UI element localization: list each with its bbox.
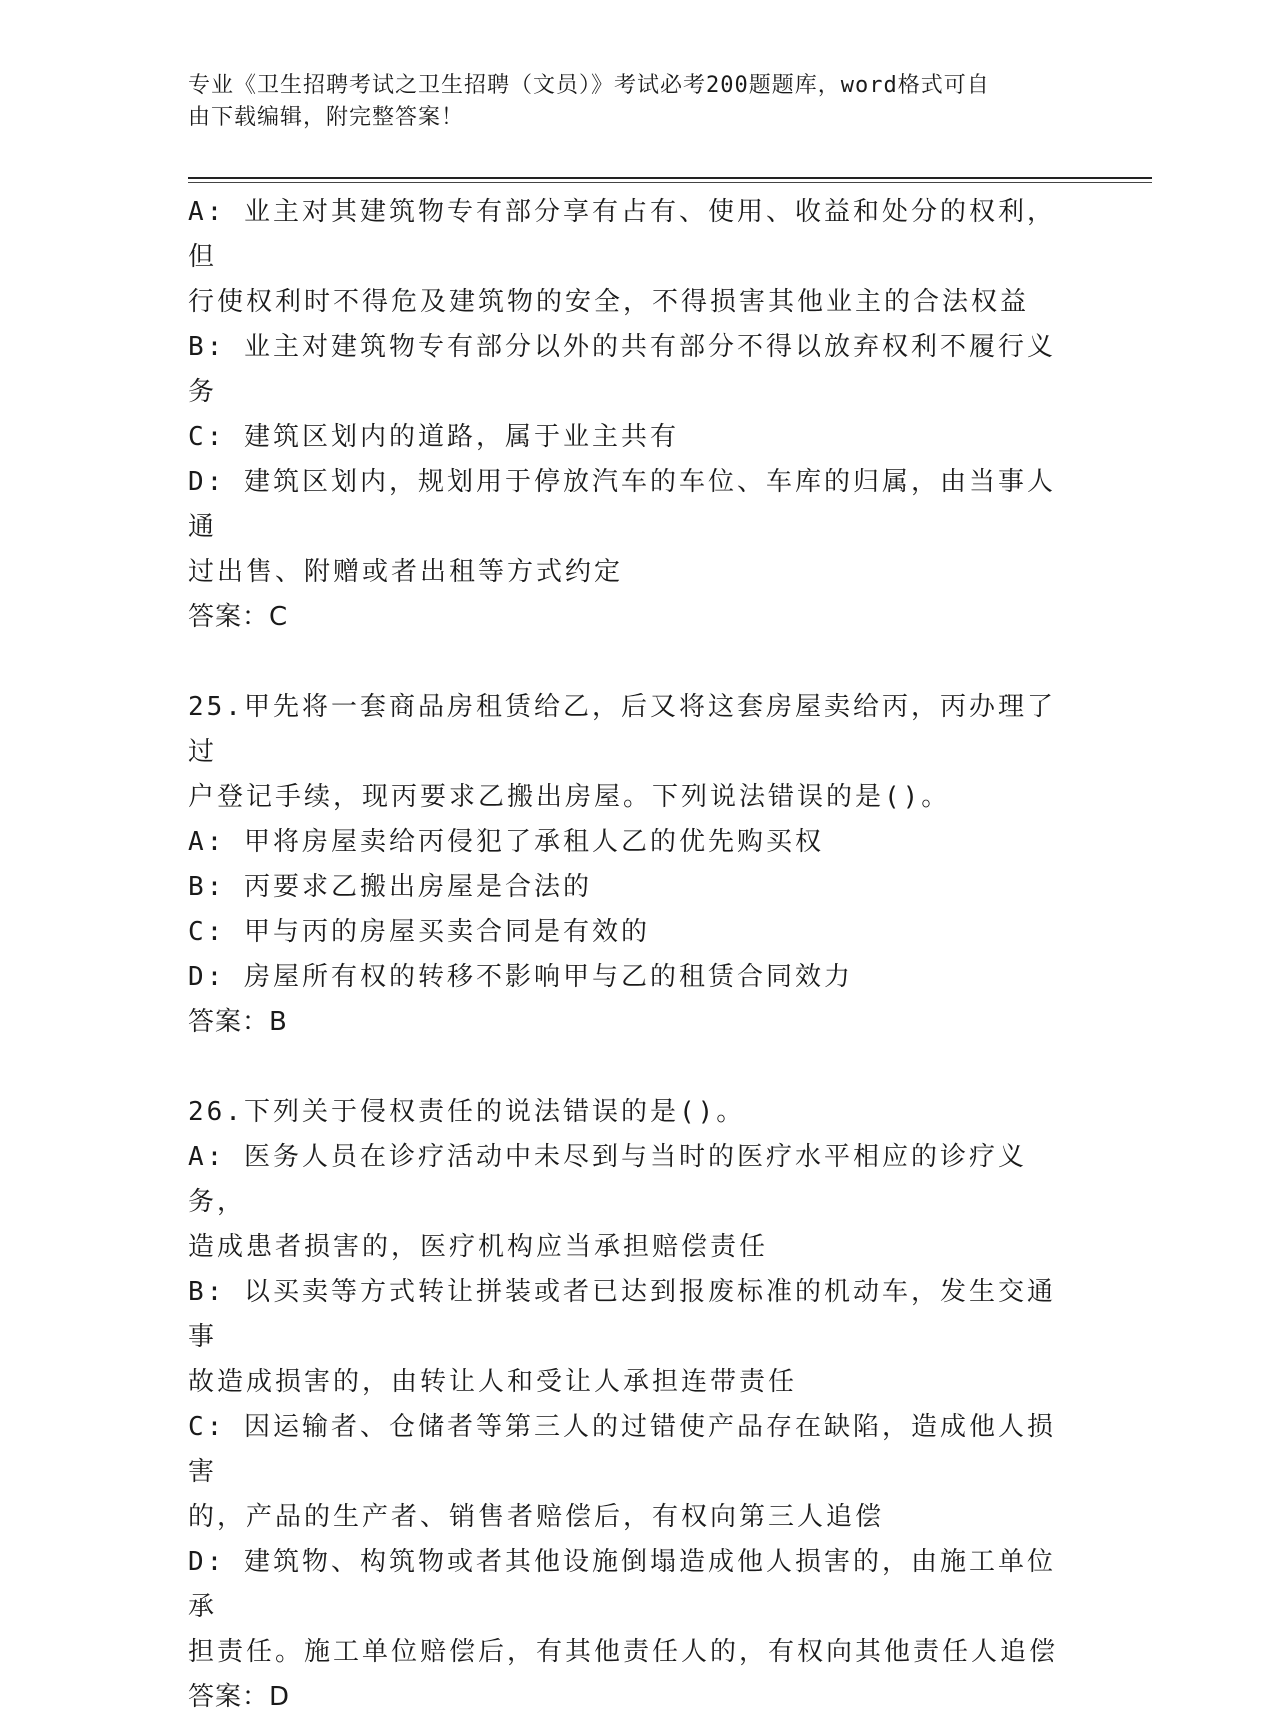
answer: 答案：B — [188, 1007, 288, 1037]
option-b: B: 业主对建筑物专有部分以外的共有部分不得以放弃权利不履行义务 — [188, 332, 1056, 407]
option-d-continued: 过出售、附赠或者出租等方式约定 — [188, 557, 624, 587]
option-a: A: 医务人员在诊疗活动中未尽到与当时的医疗水平相应的诊疗义务， — [188, 1142, 1027, 1217]
question-24-options — [188, 190, 1068, 640]
header-divider — [188, 182, 1152, 183]
option-d: D: 建筑区划内，规划用于停放汽车的车位、车库的归属，由当事人通 — [188, 467, 1056, 542]
option-d: D: 建筑物、构筑物或者其他设施倒塌造成他人损害的，由施工单位承 — [188, 1547, 1056, 1622]
question-text: 25.甲先将一套商品房租赁给乙，后又将这套房屋卖给丙，丙办理了过 — [188, 692, 1056, 767]
option-b: B: 以买卖等方式转让拼装或者已达到报废标准的机动车，发生交通事 — [188, 1277, 1056, 1352]
answer: 答案：D — [188, 1682, 291, 1712]
option-c-continued: 的，产品的生产者、销售者赔偿后，有权向第三人追偿 — [188, 1502, 885, 1532]
header-line: 专业《卫生招聘考试之卫生招聘（文员）》考试必考200题题库，word格式可自 — [188, 73, 990, 98]
option-c: C: 因运输者、仓储者等第三人的过错使产品存在缺陷，造成他人损害 — [188, 1412, 1056, 1487]
header-divider — [188, 177, 1152, 179]
option-b-continued: 故造成损害的，由转让人和受让人承担连带责任 — [188, 1367, 798, 1397]
question-text-continued: 户登记手续，现丙要求乙搬出房屋。下列说法错误的是()。 — [188, 782, 951, 812]
question-26 — [188, 1090, 1068, 1720]
option-c: C: 建筑区划内的道路，属于业主共有 — [188, 422, 679, 452]
option-c: C: 甲与丙的房屋买卖合同是有效的 — [188, 917, 650, 947]
option-d: D: 房屋所有权的转移不影响甲与乙的租赁合同效力 — [188, 962, 853, 992]
document-body — [188, 190, 1068, 1720]
question-text: 26.下列关于侵权责任的说法错误的是()。 — [188, 1097, 746, 1127]
option-d-continued: 担责任。施工单位赔偿后，有其他责任人的，有权向其他责任人追偿 — [188, 1637, 1059, 1667]
option-a: A: 甲将房屋卖给丙侵犯了承租人乙的优先购买权 — [188, 827, 824, 857]
question-25 — [188, 685, 1068, 1045]
document-header — [188, 70, 1068, 134]
option-a-continued: 造成患者损害的，医疗机构应当承担赔偿责任 — [188, 1232, 769, 1262]
answer: 答案：C — [188, 602, 289, 632]
option-a: A: 业主对其建筑物专有部分享有占有、使用、收益和处分的权利，但 — [188, 197, 1056, 272]
option-a-continued: 行使权利时不得危及建筑物的安全，不得损害其他业主的合法权益 — [188, 287, 1030, 317]
header-line: 由下载编辑，附完整答案！ — [188, 105, 465, 130]
option-b: B: 丙要求乙搬出房屋是合法的 — [188, 872, 592, 902]
